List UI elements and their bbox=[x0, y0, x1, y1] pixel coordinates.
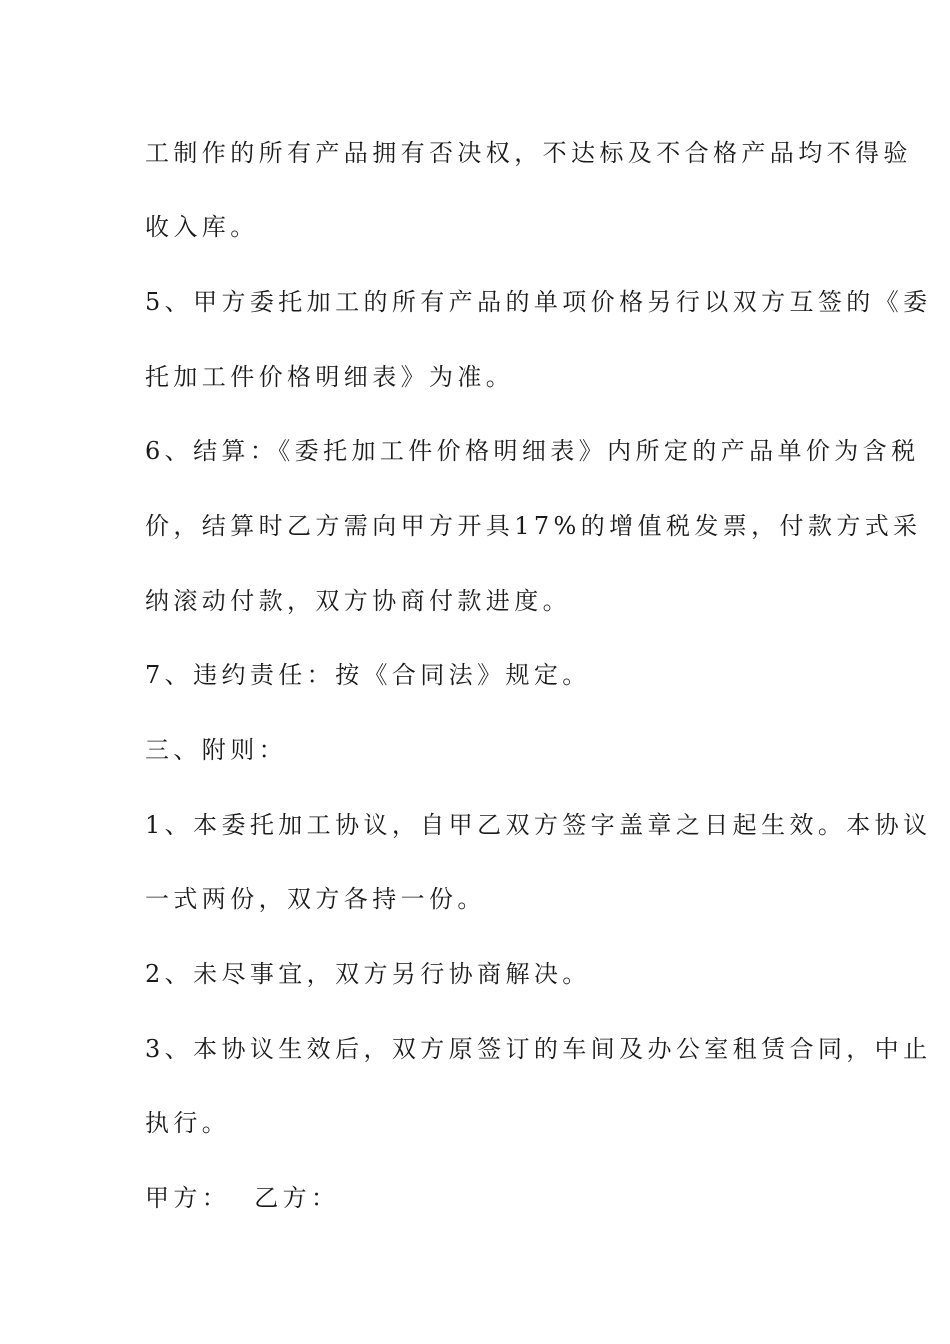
paragraph-line: 价，结算时乙方需向甲方开具17%的增值税发票，付款方式采 bbox=[145, 512, 922, 540]
appendix-1-line: 1、本委托加工协议，自甲乙双方签字盖章之日起生效。本协议 bbox=[145, 811, 932, 839]
paragraph-line: 收入库。 bbox=[145, 213, 259, 241]
paragraph-line: 工制作的所有产品拥有否决权，不达标及不合格产品均不得验 bbox=[145, 139, 912, 167]
section-heading: 三、附则： bbox=[145, 736, 287, 764]
paragraph-line: 执行。 bbox=[145, 1109, 231, 1137]
clause-6-line: 6、结算：《委托加工件价格明细表》内所定的产品单价为含税 bbox=[145, 437, 920, 465]
appendix-3-line: 3、本协议生效后，双方原签订的车间及办公室租赁合同，中止 bbox=[145, 1035, 932, 1063]
appendix-2-line: 2、未尽事宜，双方另行协商解决。 bbox=[145, 960, 591, 988]
clause-7-line: 7、违约责任：按《合同法》规定。 bbox=[145, 661, 591, 689]
paragraph-line: 一式两份，双方各持一份。 bbox=[145, 885, 486, 913]
clause-5-line: 5、甲方委托加工的所有产品的单项价格另行以双方互签的《委 bbox=[145, 288, 932, 316]
paragraph-line: 托加工件价格明细表》为准。 bbox=[145, 363, 515, 391]
paragraph-line: 纳滚动付款，双方协商付款进度。 bbox=[145, 587, 571, 615]
signature-line: 甲方： 乙方： bbox=[145, 1184, 340, 1212]
